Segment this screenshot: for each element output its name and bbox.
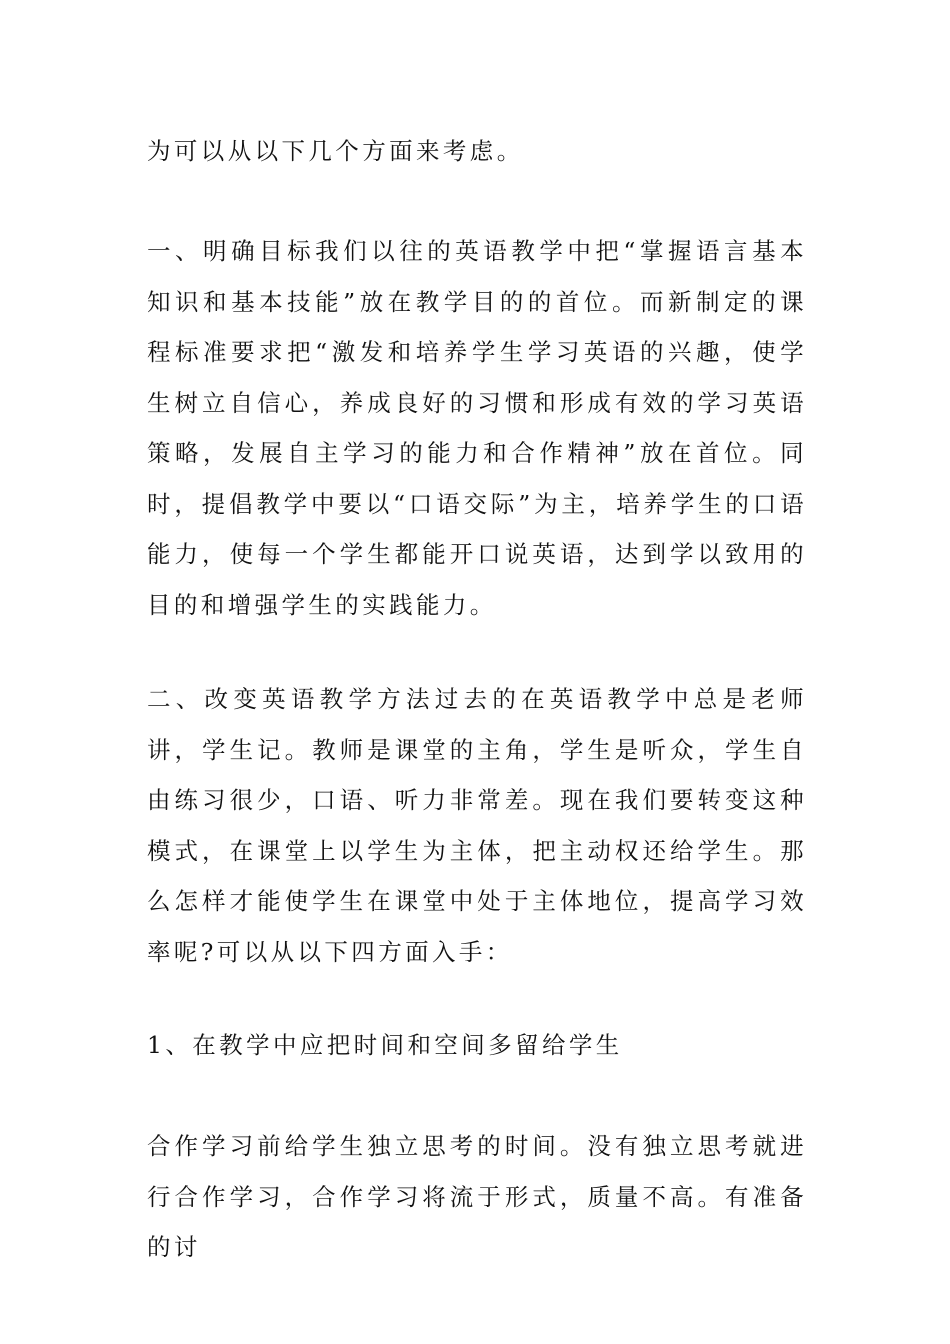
paragraph-subheading-one: 1、在教学中应把时间和空间多留给学生 [147,1031,623,1059]
paragraph-section-two: 二、改变英语教学方法过去的在英语教学中总是老师讲，学生记。教师是课堂的主角，学生是听众，学生自由练习很少，口语、听力非常差。现在我们要转变这种模式，在课堂上以学生为主体，把主动权还给学生。那么怎样才能使学生在课堂中处于主体地位，提高学习效率呢?可以从以下四方面入手： [147,685,807,966]
paragraph-intro: 为可以从以下几个方面来考虑。 [147,137,524,165]
paragraph-cooperative-learning: 合作学习前给学生独立思考的时间。没有独立思考就进行合作学习，合作学习将流于形式，质量不高。有准备的讨 [147,1132,807,1261]
paragraph-section-one: 一、明确目标我们以往的英语教学中把“掌握语言基本知识和基本技能”放在教学目的的首位。而新制定的课程标准要求把“激发和培养学生学习英语的兴趣，使学生树立自信心，养成良好的习惯和形成有效的学习英语策略，发展自主学习的能力和合作精神”放在首位。同时，提倡教学中要以“口语交际”为主，培养学生的口语能力，使每一个学生都能开口说英语，达到学以致用的目的和增强学生的实践能力。 [147,237,807,619]
